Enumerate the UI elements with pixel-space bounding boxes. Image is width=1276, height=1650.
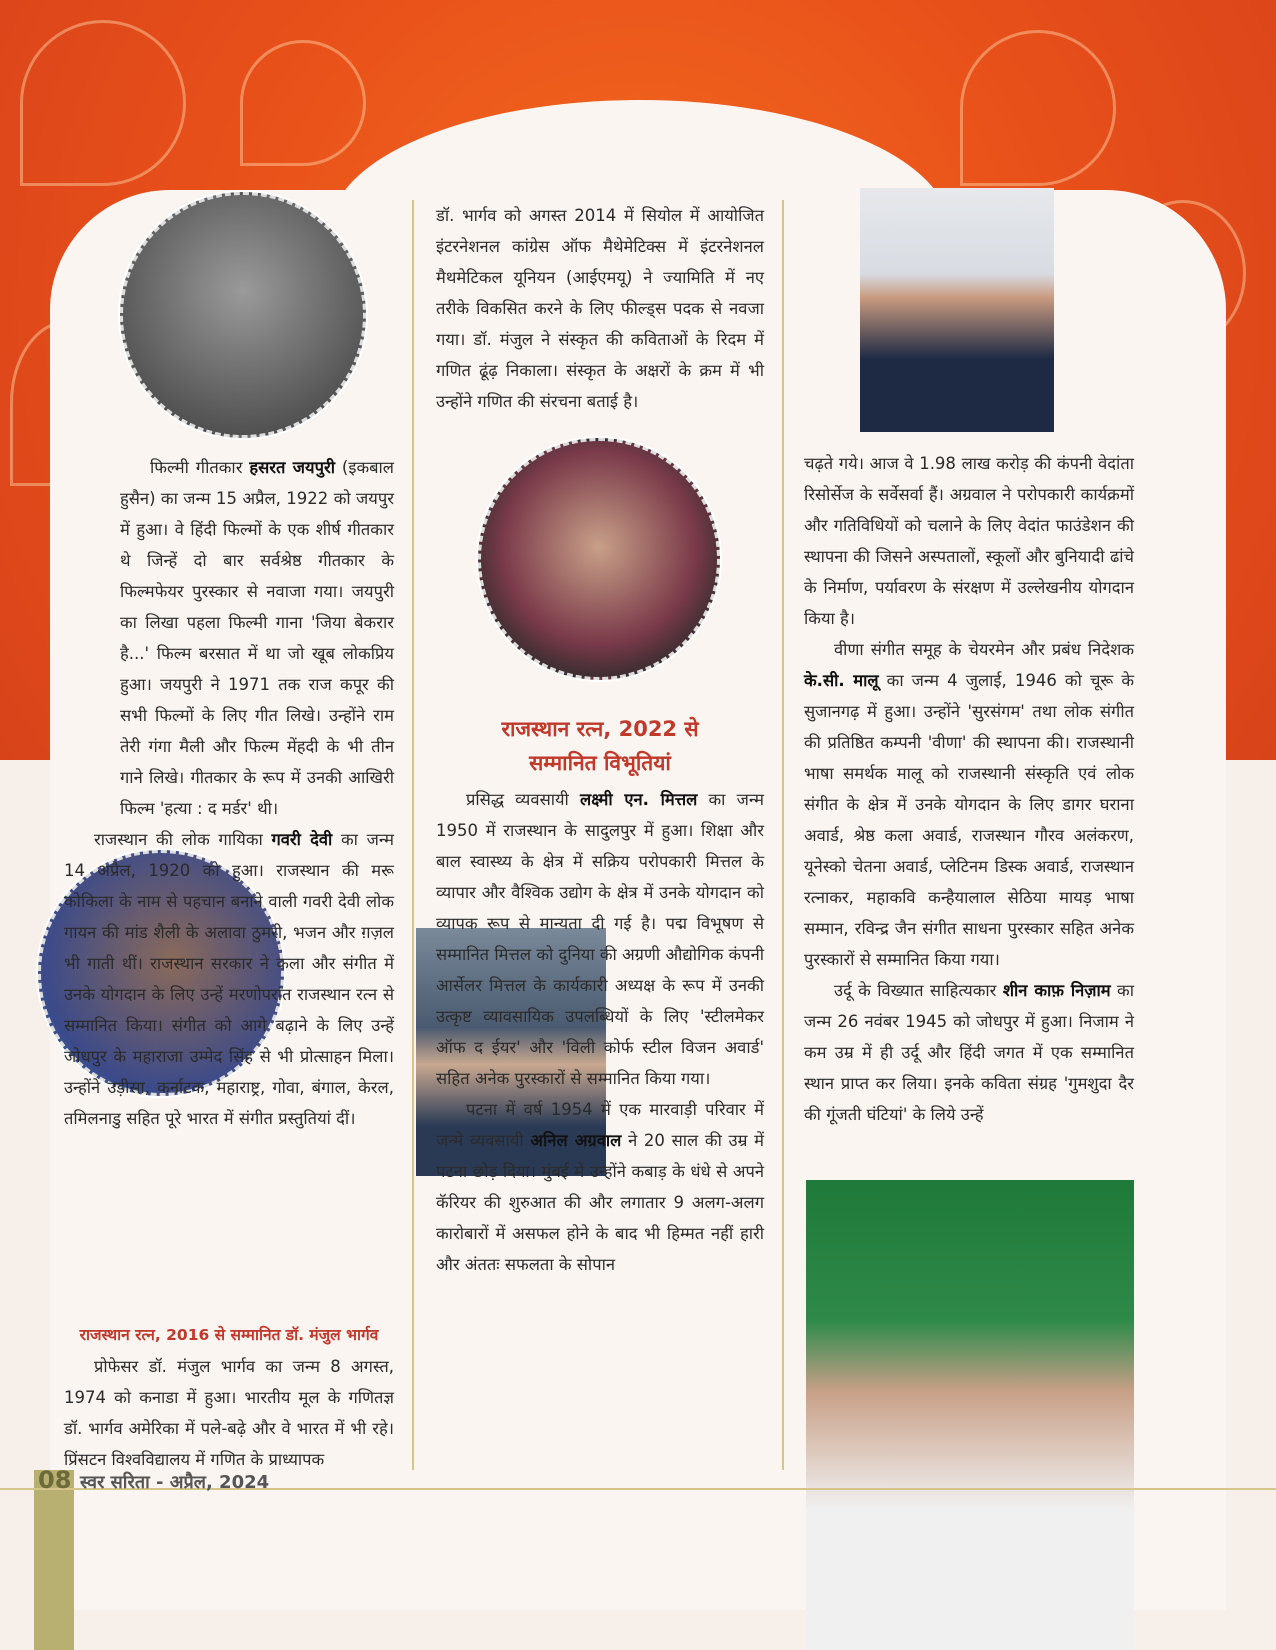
paragraph-text: का जन्म 1950 में राजस्थान के सादुलपुर में हुआ। शिक्षा और बाल स्वास्थ्य के क्षेत्र में सक्रिय परोपकारी मित्तल के व्यापार और वैश्विक उद्योग के क्षेत्र में उनके योगदान को व्यापक रूप से मान्यता दी गई है। पद्म विभूषण से सम्मानित मित्तल को दुनिया की अग्रणी औद्योगिक कंपनी आर्सेलर मित्तल के कार्यकारी अध्यक्ष के रूप में उनकी उत्कृष्ट व्यावसायिक उपलब्धियों के लिए 'स्टीलमेकर ऑफ द ईयर' और 'विली कोर्फ स्टील विजन अवार्ड' सहित अनेक पुरस्कारों से सम्मानित किया गया।	[436, 790, 764, 1088]
kc-malu-paragraph	[804, 634, 1134, 975]
lakshmi-mittal-paragraph	[436, 784, 764, 1094]
anil-agarwal-paragraph	[436, 1094, 764, 1280]
paragraph-text: (इकबाल हुसैन) का जन्म 15 अप्रैल, 1922 को जयपुर में हुआ। वे हिंदी फिल्मों के एक शीर्ष गीतकार थे जिन्हें दो बार सर्वश्रेष्ठ गीतकार के फिल्मफेयर पुरस्कार से नवाजा गया। जयपुरी का लिखा पहला फिल्मी गाना 'जिया बेकरार है...' फिल्म बरसात में था जो खूब लोकप्रिय हुआ। जयपुरी ने 1971 तक राज कपूर की सभी फिल्मों के लिए गीत लिखे। उन्होंने राम तेरी गंगा मैली और फिल्म मेंहदी के भी तीन गाने लिखे। गीतकार के रूप में उनकी आखिरी फिल्म 'हत्या : द मर्डर' थी।	[120, 458, 394, 818]
manjul-bhargava-photo	[478, 438, 720, 680]
person-name: लक्ष्मी एन. मित्तल	[580, 790, 698, 809]
paragraph-text: फिल्मी गीतकार	[150, 458, 250, 477]
paisley-ornament	[240, 40, 366, 166]
section-heading-2022	[436, 712, 764, 780]
section-heading: राजस्थान रत्न, 2016 से सम्मानित डॉ. मंजुल भार्गव	[79, 1326, 379, 1344]
sheen-kaaf-nizam-paragraph	[804, 975, 1134, 1130]
anil-agarwal-photo	[860, 188, 1054, 432]
column-divider	[412, 200, 414, 1470]
person-name: गवरी देवी	[271, 830, 333, 849]
paragraph-text: पटना में वर्ष 1954 में एक मारवाड़ी परिवार में जन्मे व्यवसायी	[436, 1100, 764, 1150]
page-number-block	[34, 1470, 74, 1650]
paragraph-text: प्रसिद्ध व्यवसायी	[466, 790, 581, 809]
paragraph-text: राजस्थान की लोक गायिका	[94, 830, 272, 849]
column-1	[64, 452, 394, 1134]
person-name: अनिल अग्रवाल	[530, 1131, 622, 1150]
footer-magazine-title: स्वर सरिता - अप्रैल, 2024	[80, 1472, 270, 1493]
paragraph-text: का जन्म 4 जुलाई, 1946 को चूरू के सुजानगढ़ में हुआ। उन्होंने 'सुरसंगम' तथा लोक संगीत की प्रतिष्ठित कम्पनी 'वीणा' की स्थापना की। राजस्थानी भाषा समर्थक मालू को राजस्थानी संस्कृति एवं लोक संगीत के क्षेत्र में उनके योगदान के लिए डागर घराना अवार्ड, श्रेष्ठ कला अवार्ड, राजस्थान गौरव अलंकरण, यूनेस्को चेतना अवार्ड, प्लेटिनम डिस्क अवार्ड, राजस्थान रत्नाकर, महाकवि कन्हैयालाल सेठिया मायड़ भाषा सम्मान, रविन्द्र जैन संगीत साधना पुरस्कार सहित अनेक पुरस्कारों से सम्मानित किया गया।	[804, 671, 1135, 969]
person-name: शीन काफ़ निज़ाम	[1002, 981, 1111, 1000]
paragraph-text: का जन्म 14 अप्रैल, 1920 को हुआ। राजस्थान की मरू कोकिला के नाम से पहचान बनाने वाली गवरी देवी लोक गायन की मांड शैली के अलावा ठुमरी, भजन और ग़ज़ल भी गाती थीं। राजस्थान सरकार ने कला और संगीत में उनके योगदान के लिए उन्हें मरणोपरांत राजस्थान रत्न से सम्मानित किया। संगीत को आगे बढ़ाने के लिए उन्हें जोधपुर के महाराजा उम्मेद सिंह से भी प्रोत्साहन मिला। उन्होंने उड़ीसा, कर्नाटक, महाराष्ट्र, गोवा, बंगाल, केरल, तमिलनाडु सहित पूरे भारत में संगीत प्रस्तुतियां दीं।	[64, 830, 394, 1128]
column-divider	[782, 200, 784, 1470]
heading-line: राजस्थान रत्न, 2022 से	[501, 717, 699, 741]
heading-line: सम्मानित विभूतियां	[529, 751, 671, 775]
paragraph-text: ने 20 साल की उम्र में पटना छोड़ दिया। मुंबई में उन्होंने कबाड़ के धंधे से अपने कॅरियर की शुरुआत की और लगातार 9 अलग-अलग कारोबारों में असफल होने के बाद भी हिम्मत नहीं हारी और अंततः सफलता के सोपान	[436, 1131, 764, 1274]
column-3	[804, 448, 1134, 1130]
kc-malu-photo	[806, 1180, 1134, 1650]
column-2	[436, 712, 764, 1280]
paisley-ornament	[960, 30, 1116, 186]
gavri-devi-paragraph	[64, 824, 394, 1134]
manjul-bhargava-continued: डॉ. भार्गव को अगस्त 2014 में सियोल में आयोजित इंटरनेशनल कांग्रेस ऑफ मैथेमेटिक्स में इंटरनेशनल मैथमेटिकल यूनियन (आईएमयू) ने ज्यामिति में नए तरीके विकसित करने के लिए फील्ड्स पदक से नवजा गया। डॉ. मंजुल ने संस्कृत की कविताओं के रिदम में गणित ढूंढ़ निकाला। संस्कृत के अक्षरों के क्रम में भी उन्होंने गणित की संरचना बताई है।	[436, 206, 764, 411]
paragraph-text: का जन्म 26 नवंबर 1945 को जोधपुर में हुआ। निजाम ने कम उम्र में ही उर्दू और हिंदी जगत में एक सम्मानित स्थान प्राप्त कर लिया। इनके कविता संग्रह 'गुमशुदा दैर की गूंजती घंटियां' के लिये उन्हें	[804, 981, 1134, 1124]
paisley-ornament	[20, 20, 186, 186]
manjul-bhargava-paragraph: प्रोफेसर डॉ. मंजुल भार्गव का जन्म 8 अगस्त, 1974 को कनाडा में हुआ। भारतीय मूल के गणितज्ञ डॉ. भार्गव अमेरिका में पले-बढ़े और वे भारत में भी रहे। प्रिंसटन विश्वविद्यालय में गणित के प्राध्यापक	[64, 1357, 394, 1469]
page-number: 08	[38, 1466, 72, 1494]
person-name: हसरत जयपुरी	[249, 458, 336, 477]
person-name: के.सी. मालू	[804, 671, 879, 690]
paragraph-text: वीणा संगीत समूह के चेयरमेन और प्रबंध निदेशक	[834, 640, 1134, 659]
column-1-bottom	[64, 1320, 394, 1475]
paragraph-text: उर्दू के विख्यात साहित्यकार	[834, 981, 1003, 1000]
column-2-top	[436, 200, 764, 417]
hasrat-jaipuri-photo	[120, 192, 366, 438]
hasrat-jaipuri-paragraph	[64, 452, 394, 824]
anil-agarwal-continued: चढ़ते गये। आज वे 1.98 लाख करोड़ की कंपनी वेदांता रिसोर्सेज के सर्वेसर्वा हैं। अग्रवाल ने परोपकारी कार्यक्रमों और गतिविधियों को चलाने के लिए वेदांत फाउंडेशन की स्थापना की जिसने अस्पतालों, स्कूलों और बुनियादी ढांचे के निर्माण, पर्यावरण के संरक्षण में उल्लेखनीय योगदान किया है।	[804, 454, 1134, 628]
